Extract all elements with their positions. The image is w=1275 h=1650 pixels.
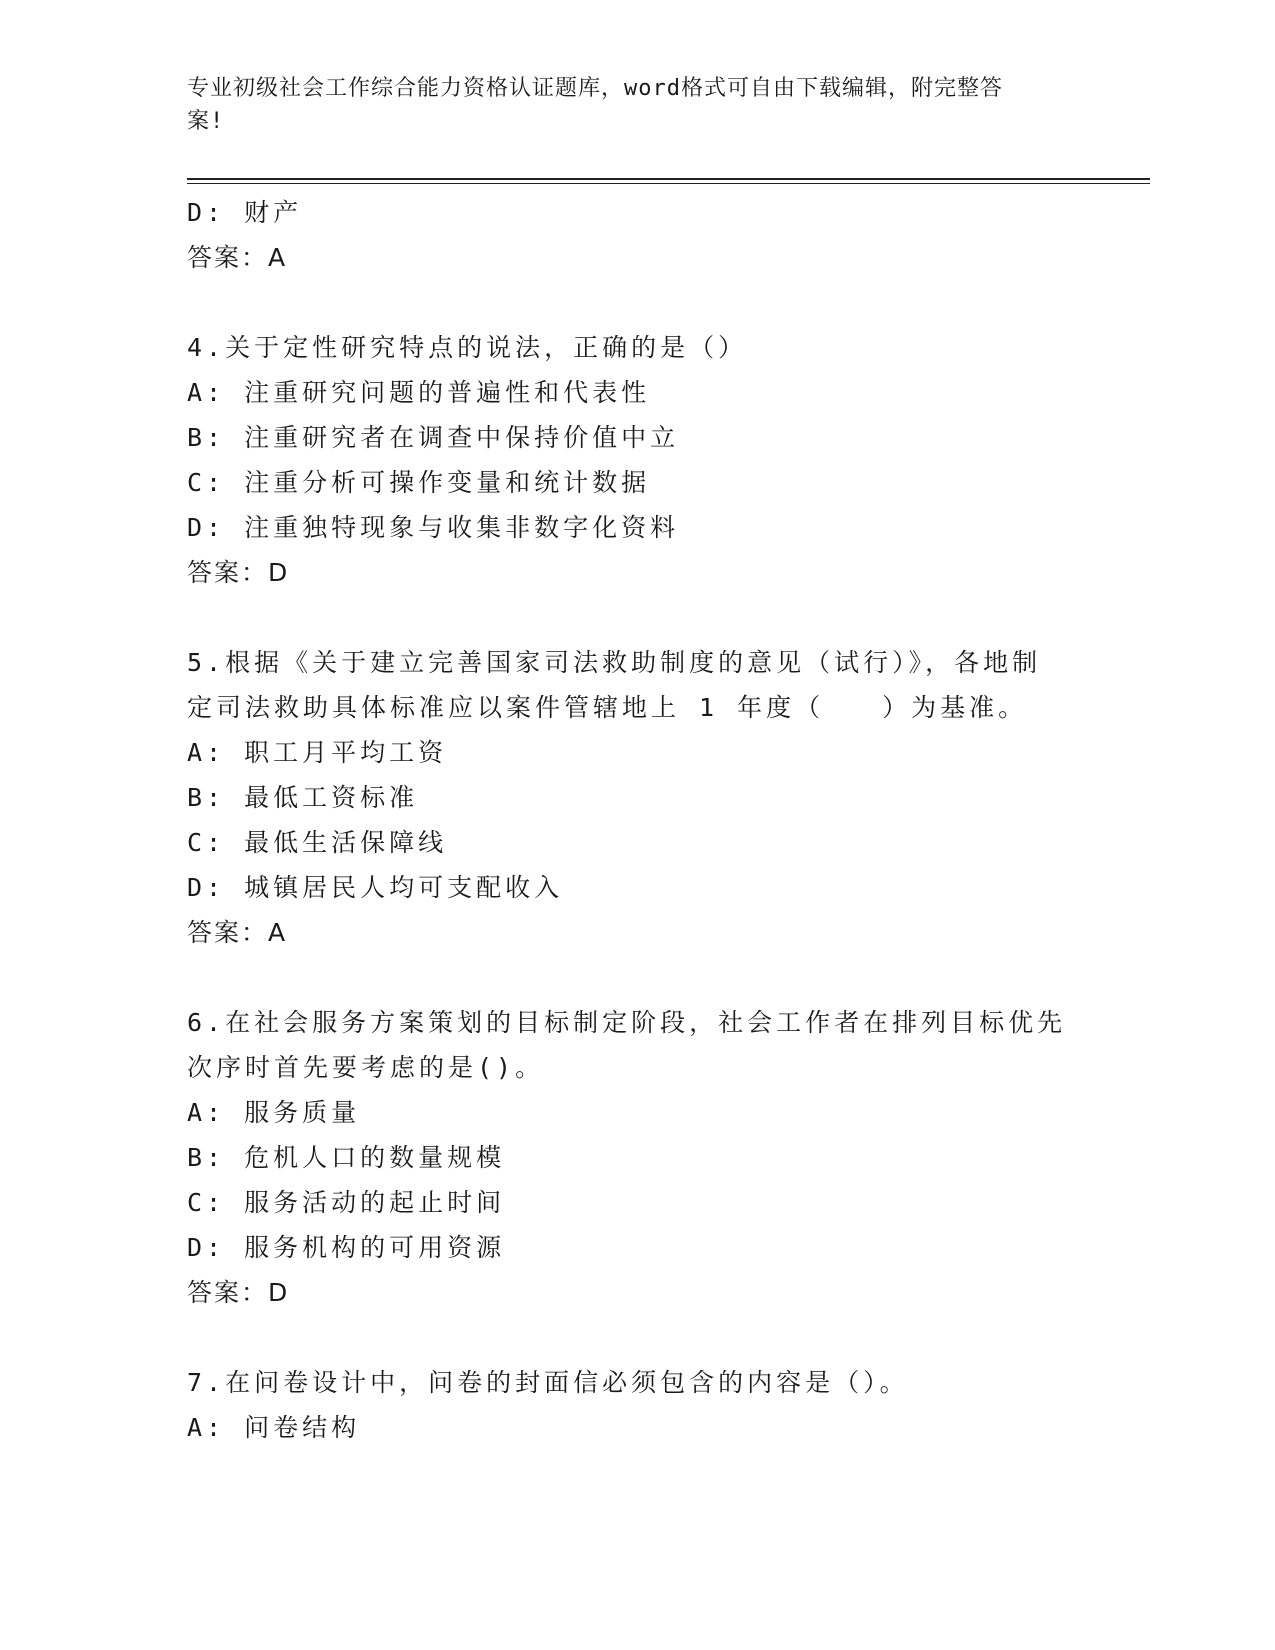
- q6-option-c: C: 服务活动的起止时间: [187, 1188, 506, 1217]
- q7-question: 7.在问卷设计中，问卷的封面信必须包含的内容是（）。: [187, 1368, 909, 1397]
- spacer: [187, 595, 1087, 640]
- q6-answer: 答案：D: [187, 1278, 290, 1307]
- header-line-2: 案!: [187, 109, 225, 134]
- q5-question-line-1: 5.根据《关于建立完善国家司法救助制度的意见（试行）》，各地制: [187, 648, 1042, 677]
- prev-answer: 答案：A: [187, 243, 288, 272]
- q6-question-line-2: 次序时首先要考虑的是()。: [187, 1053, 545, 1082]
- q5-option-a: A: 职工月平均工资: [187, 738, 448, 767]
- q5-question-line-2: 定司法救助具体标准应以案件管辖地上 1 年度（ ）为基准。: [187, 693, 1028, 722]
- spacer: [187, 1315, 1087, 1360]
- q5-option-d: D: 城镇居民人均可支配收入: [187, 873, 564, 902]
- q6-option-d: D: 服务机构的可用资源: [187, 1233, 506, 1262]
- header-rule-thick: [187, 178, 1150, 180]
- q4-option-c: C: 注重分析可操作变量和统计数据: [187, 468, 651, 497]
- spacer: [187, 955, 1087, 1000]
- header-rule-thin: [187, 183, 1150, 184]
- document-body: [187, 190, 1087, 1450]
- q5-option-b: B: 最低工资标准: [187, 783, 419, 812]
- q4-answer: 答案：D: [187, 558, 290, 587]
- header-line-1: 专业初级社会工作综合能力资格认证题库，word格式可自由下载编辑，附完整答: [187, 76, 1003, 101]
- q4-question: 4.关于定性研究特点的说法，正确的是（）: [187, 333, 748, 362]
- q4-option-b: B: 注重研究者在调查中保持价值中立: [187, 423, 680, 452]
- q6-option-b: B: 危机人口的数量规模: [187, 1143, 506, 1172]
- spacer: [187, 280, 1087, 325]
- q4-option-a: A: 注重研究问题的普遍性和代表性: [187, 378, 651, 407]
- document-header: [187, 72, 1067, 138]
- q7-option-a: A: 问卷结构: [187, 1413, 361, 1442]
- q6-question-line-1: 6.在社会服务方案策划的目标制定阶段，社会工作者在排列目标优先: [187, 1008, 1067, 1037]
- q5-answer: 答案：A: [187, 918, 288, 947]
- q5-option-c: C: 最低生活保障线: [187, 828, 448, 857]
- prev-option-d: D: 财产: [187, 198, 303, 227]
- q6-option-a: A: 服务质量: [187, 1098, 361, 1127]
- q4-option-d: D: 注重独特现象与收集非数字化资料: [187, 513, 680, 542]
